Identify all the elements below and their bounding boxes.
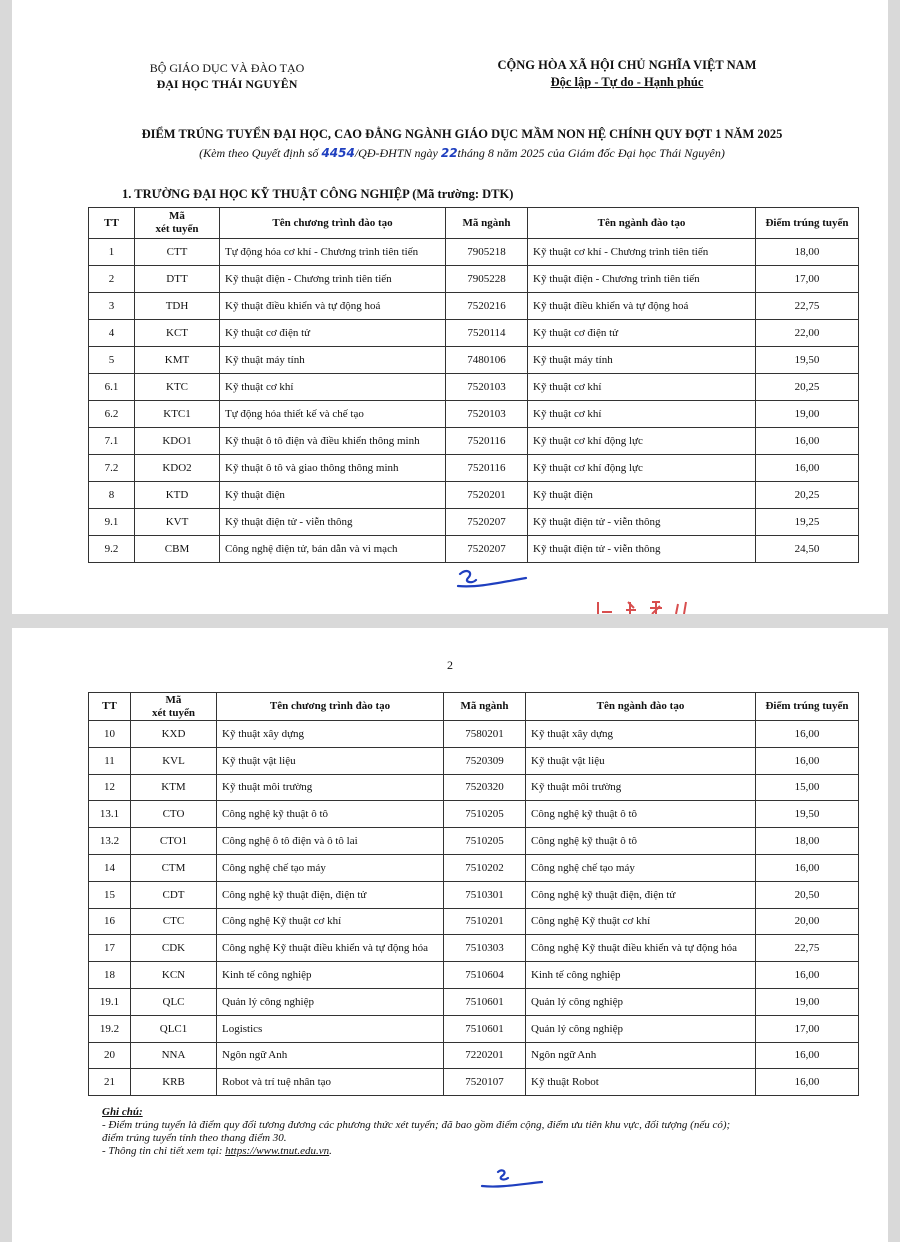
- document-subtitle: [52, 146, 872, 161]
- cell-program: Công nghệ Kỹ thuật điều khiển và tự động hóa: [217, 935, 444, 962]
- cell-program: Kỹ thuật cơ điện tử: [220, 320, 446, 347]
- table-row: [89, 962, 859, 989]
- cell-score: 16,00: [756, 854, 859, 881]
- cell-program: Robot và trí tuệ nhân tạo: [217, 1069, 444, 1096]
- notes-line-2: điểm trúng tuyển tính theo thang điểm 30.: [102, 1132, 287, 1144]
- cell-major: Công nghệ kỹ thuật điện, điện tử: [526, 881, 756, 908]
- cell-major: Công nghệ chế tạo máy: [526, 854, 756, 881]
- table-row: [89, 1069, 859, 1096]
- initial-signature: [452, 566, 532, 594]
- country-name: CỘNG HÒA XÃ HỘI CHỦ NGHĨA VIỆT NAM: [497, 58, 757, 72]
- table-row: [89, 320, 859, 347]
- cell-score: 22,75: [756, 935, 859, 962]
- cell-tt: 17: [89, 935, 131, 962]
- cell-program: Kinh tế công nghiệp: [217, 962, 444, 989]
- cell-major-code: 7520103: [446, 401, 528, 428]
- table-1-body: [89, 239, 859, 563]
- cell-tt: 21: [89, 1069, 131, 1096]
- cell-program: Logistics: [217, 1015, 444, 1042]
- cell-code: QLC: [131, 988, 217, 1015]
- cell-score: 22,75: [756, 293, 859, 320]
- col-score: Điểm trúng tuyển: [756, 208, 859, 239]
- cell-major-code: 7510303: [444, 935, 526, 962]
- cell-score: 17,00: [756, 266, 859, 293]
- cell-major: Kỹ thuật điện tử - viễn thông: [528, 536, 756, 563]
- cell-score: 16,00: [756, 747, 859, 774]
- cell-tt: 4: [89, 320, 135, 347]
- cell-tt: 9.1: [89, 509, 135, 536]
- col-code-line2: xét tuyển: [155, 223, 199, 235]
- cell-major-code: 7520114: [446, 320, 528, 347]
- cell-program: Kỹ thuật vật liệu: [217, 747, 444, 774]
- cell-major: Kỹ thuật cơ khí động lực: [528, 428, 756, 455]
- cell-major-code: 7520207: [446, 536, 528, 563]
- cell-major-code: 7905228: [446, 266, 528, 293]
- table-row: [89, 908, 859, 935]
- col-major-code: Mã ngành: [446, 208, 528, 239]
- col-code-line2: xét tuyển: [151, 706, 196, 719]
- cell-code: KCT: [135, 320, 220, 347]
- table-row: [89, 988, 859, 1015]
- cell-score: 19,50: [756, 801, 859, 828]
- cell-score: 15,00: [756, 774, 859, 801]
- table-row: [89, 801, 859, 828]
- col-program: Tên chương trình đào tạo: [217, 693, 444, 721]
- table-row: [89, 293, 859, 320]
- table-row: [89, 935, 859, 962]
- cell-tt: 11: [89, 747, 131, 774]
- cell-program: Công nghệ kỹ thuật điện, điện tử: [217, 881, 444, 908]
- section-title: 1. TRƯỜNG ĐẠI HỌC KỸ THUẬT CÔNG NGHIỆP (Mã trường: DTK): [122, 187, 514, 201]
- header-left: [112, 60, 342, 92]
- table-row: [89, 428, 859, 455]
- cell-major: Công nghệ Kỹ thuật điều khiển và tự động hóa: [526, 935, 756, 962]
- subtitle-mid: /QĐ-ĐHTN ngày: [354, 146, 438, 160]
- university-name: ĐẠI HỌC THÁI NGUYÊN: [156, 77, 298, 91]
- cell-major: Kỹ thuật vật liệu: [526, 747, 756, 774]
- cell-program: Kỹ thuật máy tính: [220, 347, 446, 374]
- col-tt: TT: [89, 693, 131, 721]
- cell-score: 17,00: [756, 1015, 859, 1042]
- cell-score: 20,25: [756, 482, 859, 509]
- header-right: [472, 57, 782, 91]
- cell-score: 16,00: [756, 1042, 859, 1069]
- cell-code: KTC: [135, 374, 220, 401]
- cell-program: Kỹ thuật cơ khí: [220, 374, 446, 401]
- cell-program: Ngôn ngữ Anh: [217, 1042, 444, 1069]
- cell-score: 20,25: [756, 374, 859, 401]
- cell-program: Công nghệ kỹ thuật ô tô: [217, 801, 444, 828]
- cell-major-code: 7520216: [446, 293, 528, 320]
- cell-code: CTT: [135, 239, 220, 266]
- notes-block: [102, 1106, 862, 1158]
- cell-program: Tự động hóa cơ khí - Chương trình tiên tiến: [220, 239, 446, 266]
- cell-major-code: 7510301: [444, 881, 526, 908]
- cell-major: Kỹ thuật cơ khí: [528, 374, 756, 401]
- cell-score: 19,00: [756, 988, 859, 1015]
- cell-tt: 10: [89, 721, 131, 748]
- cell-tt: 16: [89, 908, 131, 935]
- cell-major: Kinh tế công nghiệp: [526, 962, 756, 989]
- website-link[interactable]: https://www.tnut.edu.vn: [225, 1145, 330, 1157]
- col-code-line1: Mã: [165, 693, 182, 706]
- ministry-name: BỘ GIÁO DỤC VÀ ĐÀO TẠO: [149, 61, 305, 75]
- cell-code: KTC1: [135, 401, 220, 428]
- col-code: [135, 208, 220, 239]
- cell-major-code: 7510202: [444, 854, 526, 881]
- table-row: [89, 1042, 859, 1069]
- cell-major-code: 7520207: [446, 509, 528, 536]
- table-row: [89, 239, 859, 266]
- cell-tt: 9.2: [89, 536, 135, 563]
- cell-major: Kỹ thuật Robot: [526, 1069, 756, 1096]
- table-row: [89, 266, 859, 293]
- cell-code: KCN: [131, 962, 217, 989]
- cell-code: KDO1: [135, 428, 220, 455]
- page-number: 2: [447, 658, 453, 672]
- cell-program: Kỹ thuật ô tô và giao thông thông minh: [220, 455, 446, 482]
- cell-major-code: 7510201: [444, 908, 526, 935]
- cell-program: Kỹ thuật xây dựng: [217, 721, 444, 748]
- cell-tt: 12: [89, 774, 131, 801]
- cell-major: Công nghệ kỹ thuật ô tô: [526, 828, 756, 855]
- cell-score: 16,00: [756, 721, 859, 748]
- cell-code: CDT: [131, 881, 217, 908]
- cell-code: CTC: [131, 908, 217, 935]
- document-page-2: [12, 628, 888, 1242]
- cell-tt: 3: [89, 293, 135, 320]
- document-title: ĐIỂM TRÚNG TUYỂN ĐẠI HỌC, CAO ĐẲNG NGÀNH GIÁO DỤC MẦM NON HỆ CHÍNH QUY ĐỢT 1 NĂM 2025: [141, 127, 783, 141]
- col-major: Tên ngành đào tạo: [526, 693, 756, 721]
- table-row: [89, 774, 859, 801]
- cell-code: CTO1: [131, 828, 217, 855]
- cell-major-code: 7480106: [446, 347, 528, 374]
- cell-program: Kỹ thuật điều khiển và tự động hoá: [220, 293, 446, 320]
- cell-code: CTO: [131, 801, 217, 828]
- cell-major: Kỹ thuật điện - Chương trình tiên tiến: [528, 266, 756, 293]
- col-tt: TT: [89, 208, 135, 239]
- cell-code: KXD: [131, 721, 217, 748]
- cell-code: DTT: [135, 266, 220, 293]
- cell-major-code: 7510601: [444, 1015, 526, 1042]
- cell-tt: 19.2: [89, 1015, 131, 1042]
- cell-tt: 20: [89, 1042, 131, 1069]
- cell-major-code: 7520116: [446, 428, 528, 455]
- cell-tt: 2: [89, 266, 135, 293]
- cell-tt: 8: [89, 482, 135, 509]
- cell-major-code: 7510601: [444, 988, 526, 1015]
- col-major-code: Mã ngành: [444, 693, 526, 721]
- col-major: Tên ngành đào tạo: [528, 208, 756, 239]
- cell-code: CBM: [135, 536, 220, 563]
- cell-code: CDK: [131, 935, 217, 962]
- cell-program: Kỹ thuật điện: [220, 482, 446, 509]
- cell-major: Kỹ thuật điều khiển và tự động hoá: [528, 293, 756, 320]
- cell-major: Kỹ thuật môi trường: [526, 774, 756, 801]
- cell-score: 16,00: [756, 428, 859, 455]
- cell-major-code: 7520116: [446, 455, 528, 482]
- table-row: [89, 747, 859, 774]
- cell-major: Ngôn ngữ Anh: [526, 1042, 756, 1069]
- cell-tt: 7.1: [89, 428, 135, 455]
- cell-major: Công nghệ kỹ thuật ô tô: [526, 801, 756, 828]
- cell-program: Kỹ thuật ô tô điện và điều khiển thông minh: [220, 428, 446, 455]
- table-2-body: [89, 721, 859, 1096]
- cell-program: Quản lý công nghiệp: [217, 988, 444, 1015]
- stamp-fragment: [590, 600, 700, 614]
- cell-major-code: 7520103: [446, 374, 528, 401]
- cell-major-code: 7510205: [444, 801, 526, 828]
- cell-major-code: 7520309: [444, 747, 526, 774]
- cell-code: KMT: [135, 347, 220, 374]
- cell-score: 20,00: [756, 908, 859, 935]
- table-row: [89, 455, 859, 482]
- table-row: [89, 482, 859, 509]
- cell-major-code: 7520201: [446, 482, 528, 509]
- cell-code: TDH: [135, 293, 220, 320]
- table-row: [89, 509, 859, 536]
- cell-tt: 15: [89, 881, 131, 908]
- table-header-row: [89, 208, 859, 239]
- table-row: [89, 1015, 859, 1042]
- subtitle-suffix: tháng 8 năm 2025 của Giám đốc Đại học Thái Nguyên): [457, 146, 725, 160]
- table-row: [89, 536, 859, 563]
- cell-tt: 19.1: [89, 988, 131, 1015]
- decision-number: 4454: [321, 146, 355, 160]
- cell-score: 19,50: [756, 347, 859, 374]
- cell-score: 20,50: [756, 881, 859, 908]
- col-code-line1: Mã: [169, 210, 185, 222]
- cell-score: 22,00: [756, 320, 859, 347]
- col-code: [131, 693, 217, 721]
- notes-line-3-suffix: .: [329, 1145, 332, 1157]
- cell-program: Kỹ thuật môi trường: [217, 774, 444, 801]
- cell-code: KDO2: [135, 455, 220, 482]
- table-row: [89, 347, 859, 374]
- cell-tt: 5: [89, 347, 135, 374]
- cell-tt: 13.2: [89, 828, 131, 855]
- document-page-1: [12, 0, 888, 614]
- notes-line-3-prefix: - Thông tin chi tiết xem tại:: [102, 1145, 226, 1157]
- cell-score: 16,00: [756, 455, 859, 482]
- cell-code: KTM: [131, 774, 217, 801]
- cell-program: Công nghệ chế tạo máy: [217, 854, 444, 881]
- cell-score: 18,00: [756, 828, 859, 855]
- national-motto: Độc lập - Tự do - Hạnh phúc: [550, 75, 704, 89]
- cell-major: Kỹ thuật cơ điện tử: [528, 320, 756, 347]
- admission-table-2: [88, 692, 859, 1096]
- cell-tt: 13.1: [89, 801, 131, 828]
- cell-tt: 18: [89, 962, 131, 989]
- cell-score: 24,50: [756, 536, 859, 563]
- cell-program: Công nghệ điện tử, bán dẫn và vi mạch: [220, 536, 446, 563]
- cell-tt: 14: [89, 854, 131, 881]
- cell-major-code: 7580201: [444, 721, 526, 748]
- initial-signature: [478, 1166, 548, 1192]
- col-program: Tên chương trình đào tạo: [220, 208, 446, 239]
- cell-major: Công nghệ Kỹ thuật cơ khí: [526, 908, 756, 935]
- cell-program: Công nghệ ô tô điện và ô tô lai: [217, 828, 444, 855]
- cell-major: Kỹ thuật cơ khí động lực: [528, 455, 756, 482]
- cell-major: Kỹ thuật điện tử - viễn thông: [528, 509, 756, 536]
- cell-score: 16,00: [756, 962, 859, 989]
- subtitle-prefix: (Kèm theo Quyết định số: [199, 146, 319, 160]
- cell-major-code: 7510205: [444, 828, 526, 855]
- cell-major-code: 7520320: [444, 774, 526, 801]
- cell-major-code: 7510604: [444, 962, 526, 989]
- cell-code: KTD: [135, 482, 220, 509]
- cell-score: 16,00: [756, 1069, 859, 1096]
- cell-program: Tự động hóa thiết kế và chế tạo: [220, 401, 446, 428]
- cell-major: Kỹ thuật xây dựng: [526, 721, 756, 748]
- table-header-row: [89, 693, 859, 721]
- cell-code: NNA: [131, 1042, 217, 1069]
- cell-program: Công nghệ Kỹ thuật cơ khí: [217, 908, 444, 935]
- cell-tt: 7.2: [89, 455, 135, 482]
- admission-table-1: [88, 207, 859, 563]
- table-row: [89, 828, 859, 855]
- table-row: [89, 881, 859, 908]
- cell-score: 19,00: [756, 401, 859, 428]
- cell-code: KVT: [135, 509, 220, 536]
- cell-code: CTM: [131, 854, 217, 881]
- table-row: [89, 721, 859, 748]
- cell-major: Quản lý công nghiệp: [526, 1015, 756, 1042]
- cell-tt: 6.1: [89, 374, 135, 401]
- cell-code: KVL: [131, 747, 217, 774]
- cell-tt: 1: [89, 239, 135, 266]
- cell-program: Kỹ thuật điện tử - viễn thông: [220, 509, 446, 536]
- decision-day: 22: [440, 146, 458, 160]
- col-score: Điểm trúng tuyển: [756, 693, 859, 721]
- cell-major-code: 7520107: [444, 1069, 526, 1096]
- cell-major: Kỹ thuật cơ khí - Chương trình tiên tiến: [528, 239, 756, 266]
- table-row: [89, 401, 859, 428]
- cell-major: Kỹ thuật máy tính: [528, 347, 756, 374]
- notes-line-3: [102, 1145, 862, 1158]
- cell-major: Kỹ thuật cơ khí: [528, 401, 756, 428]
- cell-code: KRB: [131, 1069, 217, 1096]
- notes-heading: Ghi chú:: [102, 1106, 143, 1118]
- cell-code: QLC1: [131, 1015, 217, 1042]
- cell-major-code: 7905218: [446, 239, 528, 266]
- cell-major: Quản lý công nghiệp: [526, 988, 756, 1015]
- notes-line-1: - Điểm trúng tuyển là điểm quy đổi tương đương các phương thức xét tuyển; đã bao gồm điểm cộng, điểm ưu tiên khu vực, đối tượng (nếu có);: [102, 1119, 731, 1131]
- cell-program: Kỹ thuật điện - Chương trình tiên tiến: [220, 266, 446, 293]
- table-row: [89, 854, 859, 881]
- cell-major-code: 7220201: [444, 1042, 526, 1069]
- cell-score: 19,25: [756, 509, 859, 536]
- table-row: [89, 374, 859, 401]
- cell-tt: 6.2: [89, 401, 135, 428]
- cell-score: 18,00: [756, 239, 859, 266]
- cell-major: Kỹ thuật điện: [528, 482, 756, 509]
